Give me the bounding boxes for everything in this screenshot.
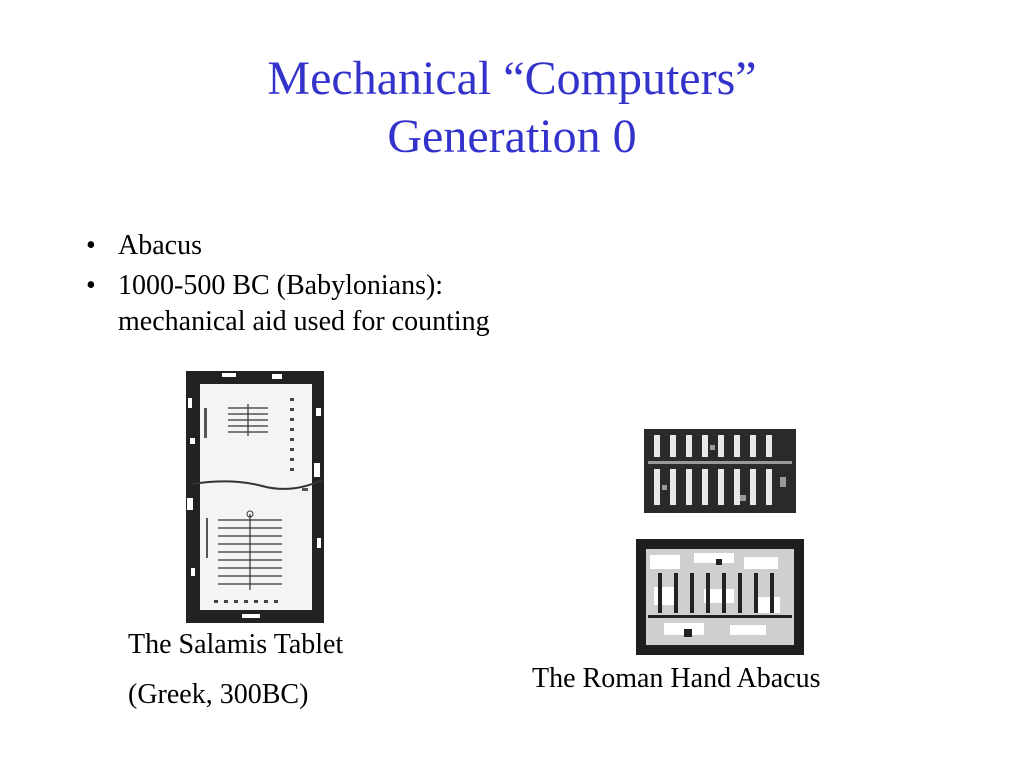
bullet-icon: • <box>86 270 96 301</box>
bullet-list <box>80 228 780 344</box>
bullet-text: 1000-500 BC (Babylonians): <box>118 270 444 301</box>
bullet-text: Abacus <box>118 230 202 261</box>
title-line-2: Generation 0 <box>387 110 637 163</box>
bullet-icon: • <box>86 230 96 261</box>
salamis-tablet-image <box>182 368 328 626</box>
bullet-item-abacus <box>80 228 780 264</box>
bullet-text-continued: mechanical aid used for counting <box>118 306 490 337</box>
roman-abacus-image-top <box>640 425 800 517</box>
slide-title <box>0 50 1024 166</box>
salamis-caption-subtitle: (Greek, 300BC) <box>128 679 309 710</box>
bullet-item-babylonians <box>80 268 780 340</box>
title-line-1: Mechanical “Computers” <box>267 52 757 105</box>
salamis-caption: The Salamis Tablet <box>128 629 344 660</box>
roman-abacus-image-bottom <box>634 537 806 657</box>
roman-abacus-caption: The Roman Hand Abacus <box>532 663 821 694</box>
